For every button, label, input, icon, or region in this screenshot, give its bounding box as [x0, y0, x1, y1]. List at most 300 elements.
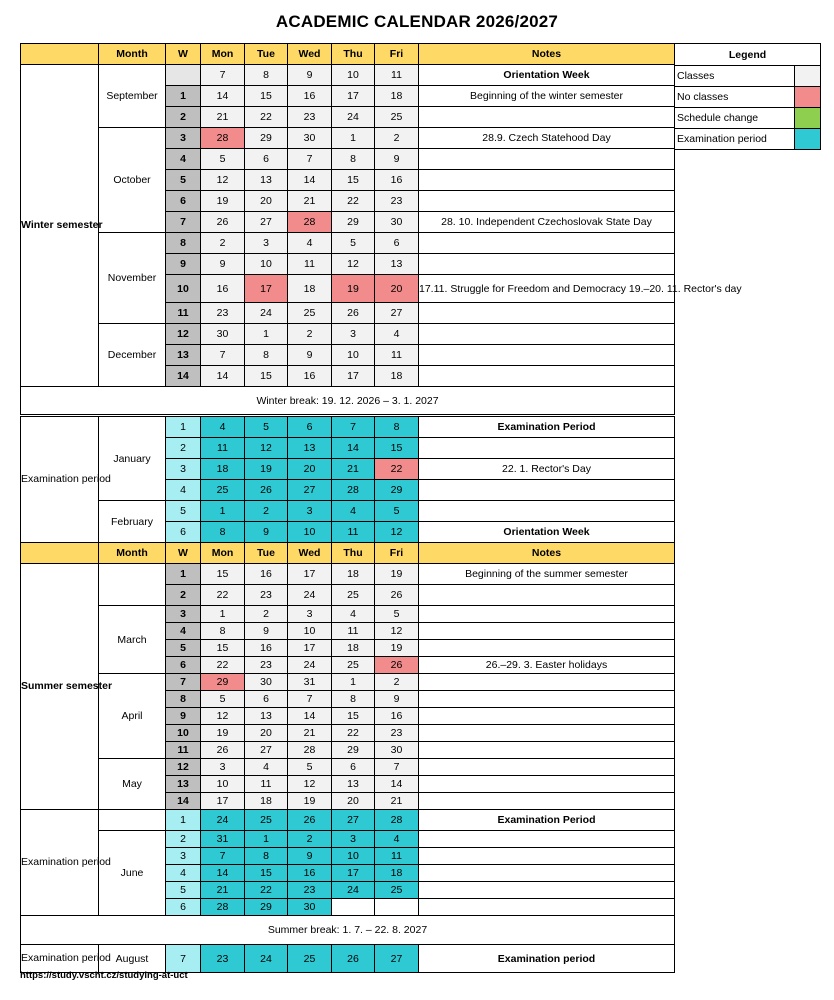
day-cell: 9	[245, 522, 288, 543]
day-cell: 25	[375, 882, 419, 899]
day-cell: 30	[375, 212, 419, 233]
week-number: 14	[166, 793, 201, 810]
day-cell: 16	[288, 86, 332, 107]
day-cell: 2	[245, 501, 288, 522]
day-cell: 3	[288, 606, 332, 623]
day-cell: 11	[332, 522, 375, 543]
month-label: April	[99, 674, 166, 759]
day-cell: 5	[288, 759, 332, 776]
day-cell: 11	[375, 345, 419, 366]
note-cell	[419, 233, 675, 254]
day-cell: 19	[332, 275, 375, 303]
week-number: 13	[166, 776, 201, 793]
day-cell: 28	[332, 480, 375, 501]
day-cell: 14	[288, 708, 332, 725]
day-cell: 2	[375, 674, 419, 691]
day-cell: 23	[375, 191, 419, 212]
day-cell: 8	[375, 417, 419, 438]
day-cell: 29	[332, 212, 375, 233]
note-cell	[419, 848, 675, 865]
day-cell: 5	[201, 149, 245, 170]
note-cell	[419, 254, 675, 275]
day-cell: 24	[245, 945, 288, 973]
day-cell: 26	[288, 810, 332, 831]
day-cell: 3	[288, 501, 332, 522]
day-cell: 27	[288, 480, 332, 501]
day-cell: 24	[288, 657, 332, 674]
header-notes: Notes	[419, 543, 675, 564]
day-cell: 10	[332, 345, 375, 366]
day-cell: 25	[288, 945, 332, 973]
day-cell: 25	[332, 585, 375, 606]
legend-label: Examination period	[675, 129, 795, 150]
week-number: 8	[166, 233, 201, 254]
day-cell: 25	[245, 810, 288, 831]
day-cell: 17	[332, 366, 375, 387]
day-cell: 15	[245, 366, 288, 387]
summer-break: Summer break: 1. 7. – 22. 8. 2027	[21, 916, 675, 945]
legend-swatch	[795, 66, 821, 87]
note-cell	[419, 107, 675, 128]
day-cell: 7	[201, 848, 245, 865]
day-cell: 4	[201, 417, 245, 438]
day-cell: 18	[201, 459, 245, 480]
day-cell: 10	[245, 254, 288, 275]
day-cell: 14	[201, 86, 245, 107]
day-cell: 13	[245, 708, 288, 725]
note-cell	[419, 674, 675, 691]
day-cell: 25	[375, 107, 419, 128]
day-cell: 17	[332, 86, 375, 107]
note-cell: Examination period	[419, 945, 675, 973]
legend-label: Schedule change	[675, 108, 795, 129]
day-cell: 19	[245, 459, 288, 480]
day-cell: 16	[201, 275, 245, 303]
note-cell: Beginning of the summer semester	[419, 564, 675, 585]
day-cell: 18	[375, 865, 419, 882]
legend-label: No classes	[675, 87, 795, 108]
month-label: March	[99, 606, 166, 674]
note-cell: 26.–29. 3. Easter holidays	[419, 657, 675, 674]
day-cell: 21	[201, 882, 245, 899]
note-cell	[419, 303, 675, 324]
day-cell: 29	[375, 480, 419, 501]
header-month: Month	[99, 543, 166, 564]
day-cell: 30	[375, 742, 419, 759]
legend-swatch	[795, 87, 821, 108]
legend-swatch	[795, 129, 821, 150]
month-label: January	[99, 417, 166, 501]
day-cell: 16	[288, 865, 332, 882]
header-day: Thu	[332, 44, 375, 65]
week-number: 2	[166, 585, 201, 606]
week-number	[166, 65, 201, 86]
day-cell: 10	[332, 65, 375, 86]
day-cell: 14	[288, 170, 332, 191]
break-row	[21, 916, 675, 945]
day-cell: 27	[332, 810, 375, 831]
day-cell: 9	[245, 623, 288, 640]
week-number: 11	[166, 742, 201, 759]
note-cell	[419, 170, 675, 191]
note-cell: Beginning of the winter semester	[419, 86, 675, 107]
day-cell: 2	[288, 831, 332, 848]
header-row	[21, 543, 675, 564]
day-cell: 25	[332, 657, 375, 674]
week-number: 9	[166, 708, 201, 725]
table-row	[21, 324, 675, 345]
day-cell: 20	[375, 275, 419, 303]
week-number: 3	[166, 606, 201, 623]
day-cell: 1	[245, 324, 288, 345]
day-cell: 6	[332, 759, 375, 776]
header-day: Fri	[375, 44, 419, 65]
day-cell: 28	[201, 899, 245, 916]
day-cell: 18	[375, 366, 419, 387]
note-cell	[419, 606, 675, 623]
week-number: 4	[166, 480, 201, 501]
note-cell	[419, 438, 675, 459]
day-cell: 25	[288, 303, 332, 324]
break-row	[21, 387, 675, 415]
day-cell: 7	[201, 65, 245, 86]
day-cell: 14	[201, 366, 245, 387]
day-cell: 5	[375, 501, 419, 522]
month-label: February	[99, 501, 166, 543]
day-cell: 30	[201, 324, 245, 345]
day-cell: 15	[245, 865, 288, 882]
day-cell: 27	[245, 212, 288, 233]
note-cell	[419, 831, 675, 848]
day-cell: 17	[288, 564, 332, 585]
day-cell	[375, 899, 419, 916]
note-cell: Orientation Week	[419, 522, 675, 543]
day-cell: 24	[332, 107, 375, 128]
header-week: W	[166, 543, 201, 564]
day-cell: 12	[332, 254, 375, 275]
day-cell: 7	[332, 417, 375, 438]
day-cell: 3	[245, 233, 288, 254]
day-cell: 26	[375, 585, 419, 606]
day-cell: 13	[288, 438, 332, 459]
note-cell: Examination Period	[419, 810, 675, 831]
day-cell: 7	[201, 345, 245, 366]
month-label	[99, 810, 166, 831]
note-cell	[419, 793, 675, 810]
day-cell: 10	[201, 776, 245, 793]
day-cell: 6	[245, 691, 288, 708]
week-number: 11	[166, 303, 201, 324]
day-cell: 2	[201, 233, 245, 254]
day-cell: 22	[332, 191, 375, 212]
header-blank	[21, 44, 99, 65]
day-cell: 9	[375, 691, 419, 708]
week-number: 4	[166, 865, 201, 882]
week-number: 6	[166, 657, 201, 674]
note-cell	[419, 501, 675, 522]
week-number: 12	[166, 324, 201, 345]
month-label	[99, 564, 166, 606]
day-cell: 8	[245, 65, 288, 86]
table-row	[21, 564, 675, 585]
day-cell: 19	[201, 725, 245, 742]
day-cell: 22	[332, 725, 375, 742]
header-day: Mon	[201, 44, 245, 65]
day-cell: 11	[375, 65, 419, 86]
header-day: Thu	[332, 543, 375, 564]
day-cell: 5	[375, 606, 419, 623]
note-cell	[419, 725, 675, 742]
legend-title: Legend	[675, 44, 821, 66]
day-cell: 11	[332, 623, 375, 640]
note-cell	[419, 366, 675, 387]
day-cell: 17	[332, 865, 375, 882]
day-cell: 8	[245, 345, 288, 366]
day-cell: 9	[288, 848, 332, 865]
header-day: Wed	[288, 543, 332, 564]
note-cell	[419, 882, 675, 899]
week-number: 2	[166, 831, 201, 848]
note-cell	[419, 899, 675, 916]
header-day: Mon	[201, 543, 245, 564]
day-cell: 10	[288, 623, 332, 640]
month-label: December	[99, 324, 166, 387]
day-cell: 13	[375, 254, 419, 275]
footer-url[interactable]: https://study.vscht.cz/studying-at-uct	[20, 970, 188, 981]
day-cell: 29	[245, 899, 288, 916]
day-cell: 6	[245, 149, 288, 170]
day-cell: 23	[201, 945, 245, 973]
day-cell: 16	[245, 640, 288, 657]
day-cell: 6	[288, 417, 332, 438]
day-cell: 31	[201, 831, 245, 848]
day-cell: 1	[332, 128, 375, 149]
section-label: Summer semester	[21, 564, 99, 810]
day-cell: 3	[201, 759, 245, 776]
header-day: Tue	[245, 543, 288, 564]
day-cell: 25	[201, 480, 245, 501]
day-cell: 15	[201, 564, 245, 585]
day-cell: 1	[201, 501, 245, 522]
note-cell	[419, 742, 675, 759]
day-cell: 31	[288, 674, 332, 691]
day-cell: 9	[201, 254, 245, 275]
day-cell: 9	[288, 65, 332, 86]
winter-break: Winter break: 19. 12. 2026 – 3. 1. 2027	[21, 387, 675, 415]
note-cell	[419, 759, 675, 776]
day-cell: 4	[375, 831, 419, 848]
note-cell	[419, 149, 675, 170]
day-cell: 21	[201, 107, 245, 128]
day-cell: 2	[288, 324, 332, 345]
day-cell: 19	[201, 191, 245, 212]
note-cell: 28. 10. Independent Czechoslovak State Day	[419, 212, 675, 233]
day-cell: 11	[375, 848, 419, 865]
note-cell	[419, 691, 675, 708]
day-cell: 8	[332, 691, 375, 708]
day-cell: 1	[332, 674, 375, 691]
day-cell: 17	[201, 793, 245, 810]
day-cell: 27	[375, 303, 419, 324]
table-row	[21, 501, 675, 522]
day-cell: 12	[288, 776, 332, 793]
day-cell: 20	[245, 191, 288, 212]
week-number: 3	[166, 848, 201, 865]
table-row	[21, 759, 675, 776]
week-number: 2	[166, 107, 201, 128]
day-cell: 16	[375, 170, 419, 191]
day-cell: 24	[245, 303, 288, 324]
week-number: 3	[166, 459, 201, 480]
note-cell: Examination Period	[419, 417, 675, 438]
month-label: June	[99, 831, 166, 916]
day-cell: 14	[201, 865, 245, 882]
day-cell: 22	[201, 657, 245, 674]
header-notes: Notes	[419, 44, 675, 65]
day-cell: 4	[332, 606, 375, 623]
month-label: November	[99, 233, 166, 324]
day-cell: 12	[245, 438, 288, 459]
day-cell: 11	[245, 776, 288, 793]
day-cell: 26	[375, 657, 419, 674]
day-cell: 21	[288, 191, 332, 212]
day-cell: 4	[245, 759, 288, 776]
day-cell: 18	[332, 564, 375, 585]
day-cell: 23	[288, 107, 332, 128]
note-cell	[419, 345, 675, 366]
day-cell: 10	[332, 848, 375, 865]
day-cell: 7	[375, 759, 419, 776]
day-cell: 24	[288, 585, 332, 606]
week-number: 3	[166, 128, 201, 149]
note-cell: Orientation Week	[419, 65, 675, 86]
day-cell: 8	[201, 522, 245, 543]
table-row	[21, 831, 675, 848]
legend-row	[675, 108, 821, 129]
day-cell: 20	[288, 459, 332, 480]
month-label: October	[99, 128, 166, 233]
day-cell: 28	[201, 128, 245, 149]
legend-row	[675, 129, 821, 150]
table-row	[21, 65, 675, 86]
day-cell: 7	[288, 691, 332, 708]
week-number: 13	[166, 345, 201, 366]
day-cell: 11	[201, 438, 245, 459]
note-cell: 28.9. Czech Statehood Day	[419, 128, 675, 149]
note-cell	[419, 640, 675, 657]
header-day: Tue	[245, 44, 288, 65]
note-cell	[419, 623, 675, 640]
week-number: 7	[166, 674, 201, 691]
month-label: May	[99, 759, 166, 810]
month-label: September	[99, 65, 166, 128]
table-row	[21, 128, 675, 149]
week-number: 2	[166, 438, 201, 459]
day-cell: 28	[375, 810, 419, 831]
week-number: 7	[166, 212, 201, 233]
day-cell: 23	[245, 585, 288, 606]
day-cell: 17	[245, 275, 288, 303]
day-cell: 8	[245, 848, 288, 865]
day-cell: 27	[375, 945, 419, 973]
day-cell: 19	[288, 793, 332, 810]
day-cell: 15	[332, 708, 375, 725]
day-cell: 13	[245, 170, 288, 191]
day-cell: 16	[375, 708, 419, 725]
day-cell: 24	[201, 810, 245, 831]
day-cell: 16	[245, 564, 288, 585]
day-cell: 21	[375, 793, 419, 810]
header-month: Month	[99, 44, 166, 65]
day-cell: 18	[288, 275, 332, 303]
header-day: Fri	[375, 543, 419, 564]
week-number: 5	[166, 170, 201, 191]
week-number: 10	[166, 725, 201, 742]
section-label: Winter semester	[21, 65, 99, 387]
day-cell: 22	[245, 107, 288, 128]
note-cell	[419, 776, 675, 793]
day-cell: 23	[245, 657, 288, 674]
header-blank	[21, 543, 99, 564]
day-cell: 29	[245, 128, 288, 149]
day-cell: 26	[332, 945, 375, 973]
table-row	[21, 674, 675, 691]
legend-table	[674, 43, 821, 150]
day-cell: 5	[245, 417, 288, 438]
day-cell: 18	[375, 86, 419, 107]
day-cell: 15	[201, 640, 245, 657]
day-cell: 22	[245, 882, 288, 899]
note-cell	[419, 324, 675, 345]
table-row	[21, 606, 675, 623]
day-cell: 17	[288, 640, 332, 657]
day-cell: 5	[332, 233, 375, 254]
day-cell: 12	[201, 708, 245, 725]
table-row	[21, 810, 675, 831]
note-cell	[419, 480, 675, 501]
week-number: 1	[166, 417, 201, 438]
day-cell: 8	[201, 623, 245, 640]
day-cell: 12	[375, 623, 419, 640]
week-number: 6	[166, 522, 201, 543]
day-cell: 26	[332, 303, 375, 324]
day-cell: 30	[288, 899, 332, 916]
day-cell: 23	[375, 725, 419, 742]
day-cell: 9	[375, 149, 419, 170]
day-cell: 24	[332, 882, 375, 899]
header-row	[21, 44, 675, 65]
month-label: August	[99, 945, 166, 973]
day-cell: 14	[332, 438, 375, 459]
day-cell: 7	[288, 149, 332, 170]
table-row	[21, 233, 675, 254]
day-cell: 20	[245, 725, 288, 742]
note-cell	[419, 865, 675, 882]
week-number: 1	[166, 564, 201, 585]
day-cell: 9	[288, 345, 332, 366]
week-number: 6	[166, 899, 201, 916]
legend-label: Classes	[675, 66, 795, 87]
note-cell	[419, 708, 675, 725]
legend-row	[675, 87, 821, 108]
day-cell: 23	[288, 882, 332, 899]
day-cell: 1	[201, 606, 245, 623]
day-cell: 15	[375, 438, 419, 459]
note-cell: 22. 1. Rector's Day	[419, 459, 675, 480]
section-label: Examination period	[21, 945, 99, 973]
note-cell	[419, 585, 675, 606]
table-row	[21, 417, 675, 438]
